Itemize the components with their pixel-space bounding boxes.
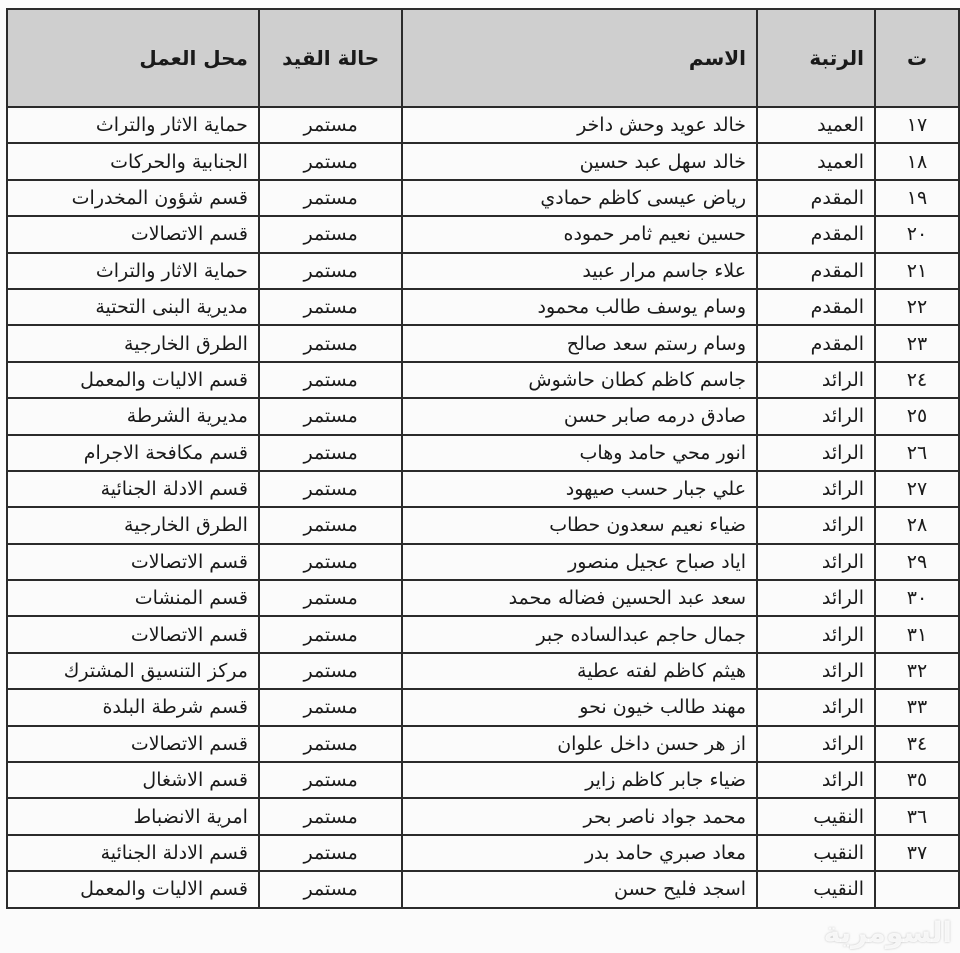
cell-status: مستمر	[259, 253, 402, 289]
cell-status: مستمر	[259, 835, 402, 871]
cell-status: مستمر	[259, 435, 402, 471]
cell-status: مستمر	[259, 289, 402, 325]
header-name: الاسم	[402, 9, 757, 107]
table-row	[7, 398, 959, 434]
cell-seq: ٣٢	[875, 653, 959, 689]
cell-status: مستمر	[259, 580, 402, 616]
cell-status: مستمر	[259, 180, 402, 216]
cell-name: جمال حاجم عبدالساده جبر	[402, 616, 757, 652]
cell-status: مستمر	[259, 726, 402, 762]
cell-name: اسجد فليح حسن	[402, 871, 757, 907]
table-row	[7, 762, 959, 798]
cell-workplace: امرية الانضباط	[7, 798, 259, 834]
cell-workplace: قسم الاتصالات	[7, 216, 259, 252]
cell-rank: الرائد	[757, 362, 875, 398]
cell-seq: ٣٤	[875, 726, 959, 762]
cell-name: علاء جاسم مرار عبيد	[402, 253, 757, 289]
table-row	[7, 726, 959, 762]
cell-workplace: حماية الاثار والتراث	[7, 107, 259, 143]
cell-name: سعد عبد الحسين فضاله محمد	[402, 580, 757, 616]
cell-rank: النقيب	[757, 835, 875, 871]
cell-status: مستمر	[259, 398, 402, 434]
cell-workplace: قسم الاليات والمعمل	[7, 362, 259, 398]
table-row	[7, 616, 959, 652]
table-row	[7, 507, 959, 543]
cell-workplace: الطرق الخارجية	[7, 325, 259, 361]
cell-seq: ٢٧	[875, 471, 959, 507]
cell-status: مستمر	[259, 689, 402, 725]
cell-rank: الرائد	[757, 762, 875, 798]
cell-rank: الرائد	[757, 398, 875, 434]
table-row	[7, 253, 959, 289]
header-status: حالة القيد	[259, 9, 402, 107]
cell-name: وسام يوسف طالب محمود	[402, 289, 757, 325]
cell-rank: العميد	[757, 143, 875, 179]
cell-name: حسين نعيم ثامر حموده	[402, 216, 757, 252]
cell-seq: ٢٠	[875, 216, 959, 252]
cell-name: خالد عويد وحش داخر	[402, 107, 757, 143]
cell-seq: ٢٦	[875, 435, 959, 471]
header-seq: ت	[875, 9, 959, 107]
cell-seq: ٢٩	[875, 544, 959, 580]
cell-name: از هر حسن داخل علوان	[402, 726, 757, 762]
cell-workplace: الطرق الخارجية	[7, 507, 259, 543]
cell-workplace: قسم الادلة الجنائية	[7, 835, 259, 871]
cell-name: ضياء نعيم سعدون حطاب	[402, 507, 757, 543]
cell-rank: النقيب	[757, 871, 875, 907]
cell-name: مهند طالب خيون نحو	[402, 689, 757, 725]
cell-workplace: قسم شؤون المخدرات	[7, 180, 259, 216]
table-row	[7, 180, 959, 216]
table-row	[7, 143, 959, 179]
table-row	[7, 544, 959, 580]
cell-status: مستمر	[259, 798, 402, 834]
table-row	[7, 835, 959, 871]
table-row	[7, 580, 959, 616]
cell-seq: ٣٠	[875, 580, 959, 616]
cell-workplace: قسم المنشات	[7, 580, 259, 616]
cell-rank: الرائد	[757, 653, 875, 689]
cell-seq: ٣٧	[875, 835, 959, 871]
cell-name: هيثم كاظم لفته عطية	[402, 653, 757, 689]
cell-seq: ٢٢	[875, 289, 959, 325]
header-workplace: محل العمل	[7, 9, 259, 107]
cell-rank: الرائد	[757, 544, 875, 580]
cell-rank: الرائد	[757, 726, 875, 762]
cell-workplace: قسم الاتصالات	[7, 616, 259, 652]
table-row	[7, 798, 959, 834]
cell-workplace: مديرية البنى التحتية	[7, 289, 259, 325]
cell-rank: الرائد	[757, 580, 875, 616]
cell-workplace: الجنابية والحركات	[7, 143, 259, 179]
cell-seq: ٣٥	[875, 762, 959, 798]
cell-seq: ٢٣	[875, 325, 959, 361]
cell-status: مستمر	[259, 762, 402, 798]
cell-seq	[875, 871, 959, 907]
cell-status: مستمر	[259, 107, 402, 143]
cell-rank: الرائد	[757, 507, 875, 543]
cell-status: مستمر	[259, 616, 402, 652]
cell-status: مستمر	[259, 544, 402, 580]
table-row	[7, 689, 959, 725]
cell-seq: ١٨	[875, 143, 959, 179]
cell-name: محمد جواد ناصر بحر	[402, 798, 757, 834]
cell-rank: المقدم	[757, 180, 875, 216]
cell-name: رياض عيسى كاظم حمادي	[402, 180, 757, 216]
cell-workplace: قسم الادلة الجنائية	[7, 471, 259, 507]
cell-rank: الرائد	[757, 689, 875, 725]
table-row	[7, 107, 959, 143]
cell-seq: ٢٨	[875, 507, 959, 543]
cell-seq: ٣١	[875, 616, 959, 652]
table-row	[7, 362, 959, 398]
header-rank: الرتبة	[757, 9, 875, 107]
cell-status: مستمر	[259, 653, 402, 689]
cell-rank: الرائد	[757, 616, 875, 652]
table-row	[7, 471, 959, 507]
cell-name: صادق درمه صابر حسن	[402, 398, 757, 434]
cell-name: خالد سهل عبد حسين	[402, 143, 757, 179]
cell-status: مستمر	[259, 362, 402, 398]
personnel-table	[6, 8, 960, 909]
cell-status: مستمر	[259, 216, 402, 252]
cell-workplace: قسم الاليات والمعمل	[7, 871, 259, 907]
cell-rank: النقيب	[757, 798, 875, 834]
cell-rank: الرائد	[757, 435, 875, 471]
cell-workplace: قسم الاتصالات	[7, 544, 259, 580]
cell-workplace: قسم الاشغال	[7, 762, 259, 798]
cell-rank: العميد	[757, 107, 875, 143]
cell-name: اياد صباح عجيل منصور	[402, 544, 757, 580]
table-row	[7, 216, 959, 252]
cell-workplace: قسم شرطة البلدة	[7, 689, 259, 725]
cell-workplace: مركز التنسيق المشترك	[7, 653, 259, 689]
table-row	[7, 435, 959, 471]
cell-name: معاد صبري حامد بدر	[402, 835, 757, 871]
cell-workplace: قسم مكافحة الاجرام	[7, 435, 259, 471]
cell-name: جاسم كاظم كطان حاشوش	[402, 362, 757, 398]
cell-rank: الرائد	[757, 471, 875, 507]
table-header-row	[7, 9, 959, 107]
cell-seq: ٣٣	[875, 689, 959, 725]
cell-workplace: مديرية الشرطة	[7, 398, 259, 434]
table-row	[7, 325, 959, 361]
cell-status: مستمر	[259, 871, 402, 907]
cell-status: مستمر	[259, 507, 402, 543]
cell-rank: المقدم	[757, 216, 875, 252]
cell-seq: ٢٤	[875, 362, 959, 398]
cell-name: انور محي حامد وهاب	[402, 435, 757, 471]
cell-name: وسام رستم سعد صالح	[402, 325, 757, 361]
cell-rank: المقدم	[757, 289, 875, 325]
cell-name: علي جبار حسب صيهود	[402, 471, 757, 507]
cell-seq: ١٩	[875, 180, 959, 216]
cell-status: مستمر	[259, 325, 402, 361]
cell-rank: المقدم	[757, 253, 875, 289]
cell-workplace: حماية الاثار والتراث	[7, 253, 259, 289]
cell-seq: ١٧	[875, 107, 959, 143]
cell-workplace: قسم الاتصالات	[7, 726, 259, 762]
cell-rank: المقدم	[757, 325, 875, 361]
cell-seq: ٢٥	[875, 398, 959, 434]
table-row	[7, 871, 959, 907]
cell-seq: ٢١	[875, 253, 959, 289]
cell-seq: ٣٦	[875, 798, 959, 834]
cell-name: ضياء جابر كاظم زاير	[402, 762, 757, 798]
table-row	[7, 289, 959, 325]
table-row	[7, 653, 959, 689]
cell-status: مستمر	[259, 471, 402, 507]
watermark-logo: السومرية	[823, 916, 952, 949]
cell-status: مستمر	[259, 143, 402, 179]
table-body	[7, 107, 959, 908]
